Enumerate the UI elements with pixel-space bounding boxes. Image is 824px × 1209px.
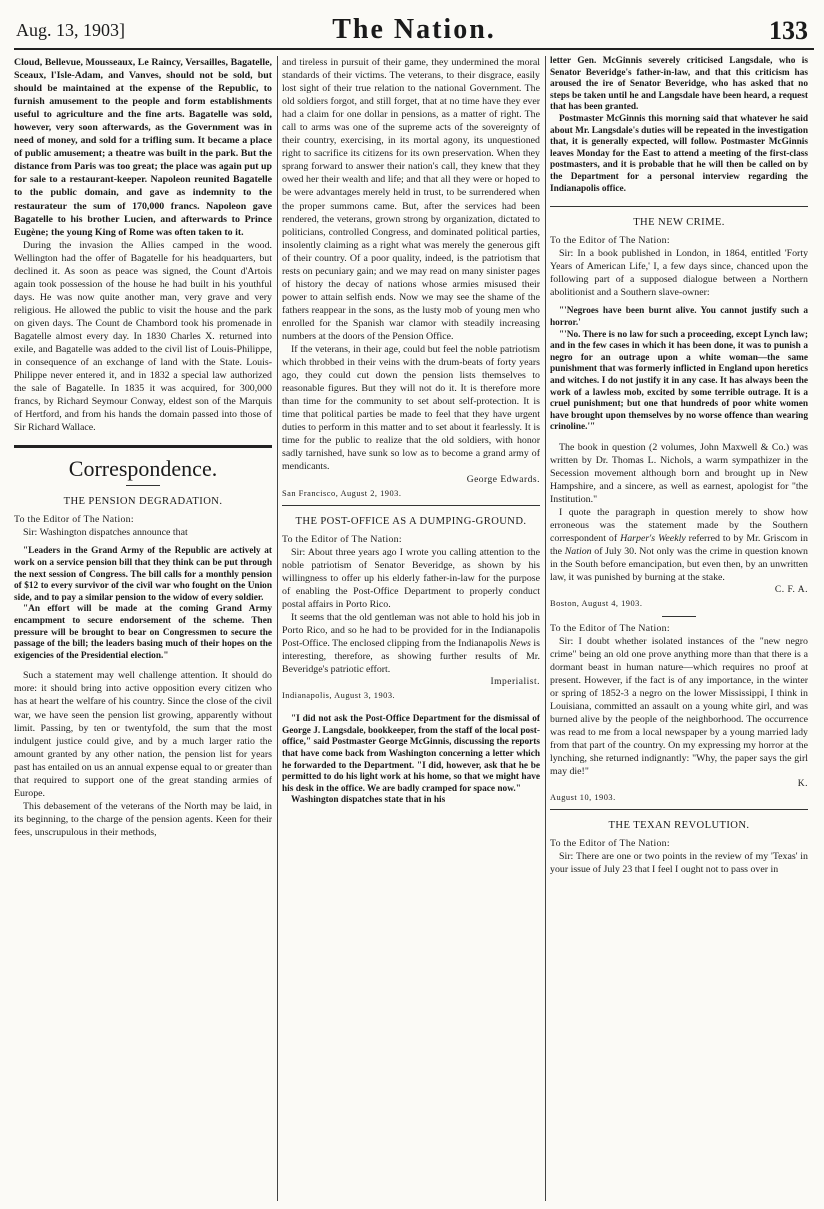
paragraph: Sir: Washington dispatches announce that [23,527,188,539]
dateline: Boston, August 4, 1903. [550,599,643,609]
salutation: To the Editor of The Nation: [14,514,134,526]
signature: Imperialist. [490,677,540,688]
quotation: Postmaster McGinnis this morning said that whatever he said about Mr. Langsdale's duties will be repeated in the investigation that, it is generally expected, will follow. Postmaster McGinnis leaves Monday for the East to attend a meeting of the first-class postmasters, and it is probable that he will then be called on by the Department for a personal interview regarding the Indianapolis office. [550,113,808,194]
column-1 [14,56,272,1201]
divider [550,809,808,810]
dateline: August 10, 1903. [550,793,616,803]
article-heading: THE NEW CRIME. [633,217,725,229]
section-title: Correspondence. [68,456,218,482]
publication-title: The Nation. [332,14,496,45]
sir-label: Sir: [559,248,574,260]
divider [282,505,540,506]
issue-date: Aug. 13, 1903] [16,20,125,40]
divider [550,206,808,207]
paragraph: Sir: There are one or two points in the review of my 'Texas' in your issue of July 23 that I feel I ought not to pass over in [550,851,808,876]
quotation: letter Gen. McGinnis severely criticised Langsdale, who is Senator Beveridge's father-in-law, and that this criticism has aroused the ire of Senator Beveridge, who has asked that no steps be taken until he and Langsdale have been heard, a request that has been granted. [550,56,808,113]
quotation: "'No. There is no law for such a proceeding, except Lynch law; and in the few cases in which it has been done, it was to punish a negro for an outrage upon a white woman—the same punishment that was formerly inflicted in England upon heretics and witches. I do not justify it in any case. It has always been the work of a lawless mob, excited by some terrible outrage. It is a cruel punishment; but one that hundreds of poor white women have brought upon themselves by no worse offence than wearing crinoline.'" [550,329,808,433]
article-heading: THE TEXAN REVOLUTION. [608,820,750,832]
paragraph: This debasement of the veterans of the North may be laid, in its beginning, to the charge of the pension agents. Keen for their fees, unscrupulous in their methods, [14,800,272,838]
sir-label: Sir: [559,635,574,647]
paragraph: Such a statement may well challenge attention. It should do more: it should bring into active opposition every citizen who has at heart the welfare of his country. Since the close of the civil war, we have seen the pension list growing, apparently without limit. Passing, by ten or twentyfold, the sum that the most indulgent justice could give, and by a much larger ratio the amount granted by any other nation, the pension list for years past has entailed on us an annual expense equal to or greater than that required to support one of the great standing armies of Europe. [14,670,272,799]
paragraph: I quote the paragraph in question merely to show how erroneous was the statement made by the Southern correspondent of Harper's Weekly referred to by Mr. Griscom in the Nation of July 30. Not only was the crime in question known in the South before emancipation, but even then, by an unwritten law, it was punished by burning at the stake. [550,507,808,584]
paragraph: The book in question (2 volumes, John Maxwell & Co.) was written by Dr. Thomas L. Nichols, a warm sympathizer in the Secession movement although born and brought up in New Hampshire, and a sincere, as well as earnest, apologist for "the Institution." [550,441,808,506]
signature: K. [797,779,808,790]
article-heading: THE POST-OFFICE AS A DUMPING-GROUND. [295,515,527,527]
paragraph: It seems that the old gentleman was not able to hold his job in Porto Rico, and so he had to be provided for in the Indianapolis Post-Office. The enclosed clipping from the Indianapolis News is interesting, therefore, as showing further results of Mr. Beveridge's patriotic effort. [282,611,540,676]
paragraph: If the veterans, in their age, could but feel the noble patriotism which throbbed in their veins with the drum-beats of forty years ago, they could cut down the pension lists themselves to reasonable figures. But they will not do it. It is therefore more than time for the community to set about self-protection. It is time that political parties be made to feel that they have urgent duties to perform in this matter and to set about it fearlessly. It is time for the public to realize that the old soldiers, with honor sadly tarnished, have sunk so low as to become a grand army of mendicants. [282,344,540,473]
quotation: "Leaders in the Grand Army of the Republic are actively at work on a service pension bill that they think can be put through the next session of Congress. The bill calls for a monthly pension of $12 to every survivor of the civil war who fought on the Union side, and to pay a similar pension to the widow of every soldier. [14,546,272,603]
column-divider [277,56,278,1201]
column-divider [545,56,546,1201]
quotation: "An effort will be made at the coming Grand Army encampment to secure endorsement of the scheme. Then pressure will be brought to bear on Congressmen to secure the passage of the bill; the leaders basing much of their hopes on the exigencies of the Presidential election." [14,604,272,661]
sir-label: Sir: [23,527,38,539]
dateline: Indianapolis, August 3, 1903. [282,691,396,701]
quotation: Washington dispatches state that in his [291,795,446,806]
page-header [14,14,814,50]
salutation: To the Editor of The Nation: [550,235,670,247]
quotation: "I did not ask the Post-Office Department for the dismissal of George J. Langsdale, bookkeeper, from the staff of the local post-office," said Postmaster George McGinnis, discussing the reports that have come back from Washington concerning a letter which he forwarded to the Department. "I did, however, ask that he be permitted to do his light work at his home, so that we might have his desk in the office. We are badly cramped for space now." [282,714,540,794]
signature: George Edwards. [466,474,540,485]
paragraph: and tireless in pursuit of their game, they undermined the moral standards of their victims. The veterans, to their disgrace, easily lost sight of their true relation to the national Government. The old soldiers forgot, and still forget, that at no time have they ever had a claim for one dollar in pensions, as a matter of right. The call to arms was one of the supreme acts of the sovereignty of their country, exercising, in its mortal agony, its unquestioned right to sacrifice its citizens for its own preservation. When they sprang forward to answer their nation's call, they knew that they owed her their wealth and life; and that all they were or hoped to be were advantages merely held in trust, to be surrendered when the proper summons came. But, after the services had been rendered, the veterans, grown strong by organization, dictated to politicians, controlled Congress, and dominated political parties, insolently claiming as a right what was merely the generous gift of their country. Of a poor quality, indeed, is the patriotism that rests on pecuniary gain; and we may read on many sinister pages of history the decay of nations whose armies misused their power to attain selfish ends. Now we may see the shame of the fathers reappear in the sons, as the lusty mob of young men who enrolled for the Spanish war clamor with steadily increasing numbers at the doors of the Pension Office. [282,57,540,342]
divider [126,485,160,486]
column-3 [550,56,808,1201]
signature: C. F. A. [774,585,808,596]
salutation: To the Editor of The Nation: [550,622,670,634]
sir-label: Sir: [291,546,306,558]
divider [662,616,696,617]
paragraph: Sir: I doubt whether isolated instances of the "new negro crime" being an old one prove anything more than that there is a dormant beast in human nature—which requires no proof at present. However, if the fact is of any importance, in the winter or spring of 1852-3 a negro on the lower Mississippi, I think in Louisiana, committed an assault on a young white girl, and was burned alive by the people of the neighborhood. The occurrence was read to me from a local newspaper by a young married lady from that part of the country. On my expressing my horror at the lynching, she returned indignantly: "Why, the paper says the girl may die!" [550,635,808,778]
column-2 [282,56,540,1201]
salutation: To the Editor of The Nation: [282,533,402,545]
section-rule [14,445,272,448]
dateline: San Francisco, August 2, 1903. [282,488,402,498]
article-heading: THE PENSION DEGRADATION. [63,496,223,508]
paragraph: Cloud, Bellevue, Mousseaux, Le Raincy, Versailles, Bagatelle, Sceaux, l'Isle-Adam, and Vanves, should not be sold, but should be maintained at the expense of the Republic, to furnish amusement to the people and form establishments useful to agriculture and the fine arts. Bagatelle was sold, however, very soon afterwards, as the Government was in need of money, and sold for a trifling sum. It became a place of public amusement; a theatre was built in the park. But the distance from Paris was too great; the place was again put up for sale to a restaurant-keeper. Napoleon reunited Bagatelle to the public domain, and gave as indemnity to the restaurateur the sum of 170,000 francs. Napoleon gave Bagatelle to his brother Lucien, and afterwards to Prince Eugène; the young King of Rome was often taken to it. [14,57,272,238]
paragraph: Sir: About three years ago I wrote you calling attention to the noble patriotism of Senator Beveridge, as shown by his willingness to offer up his elderly father-in-law for the purpose of enabling the Post-Office Department to properly conduct postal affairs in Porto Rico. [282,546,540,610]
column-area [14,56,814,1201]
quotation: "'Negroes have been burnt alive. You cannot justify such a horror.' [550,306,808,328]
paragraph: During the invasion the Allies camped in the wood. Wellington had the offer of Bagatelle for his headquarters, but declined it. As soon as peace was signed, the Count d'Artois again took possession of the house he had built in his youthful days. He was now quite another man, very grave and very religious. He allowed the public to visit the house and the park on given days. The Count de Chambord took his promenade in Bagatelle almost every day. In 1830 Charles X. returned into exile, and Bagatelle was added to the civil list of Louis-Philippe, in consequence of an exchange of land with the State. Louis-Philippe never entered it, and in 1832 a special law authorized the sale of Bagatelle. In 1835 it was acquired, for 300,000 francs, by Richard Seymour Conway, eldest son of the Marquis of Hertford, and from his hands the domain passed into those of Sir Richard Wallace. [14,239,272,434]
sir-label: Sir: [559,851,574,863]
salutation: To the Editor of The Nation: [550,838,670,850]
paragraph: Sir: In a book published in London, in 1864, entitled 'Forty Years of American Life,' I, a few days since, chanced upon the following part of a supposed dialogue between a Northern abolitionist and a Southern slave-owner: [550,248,808,299]
page-number: 133 [769,16,808,45]
